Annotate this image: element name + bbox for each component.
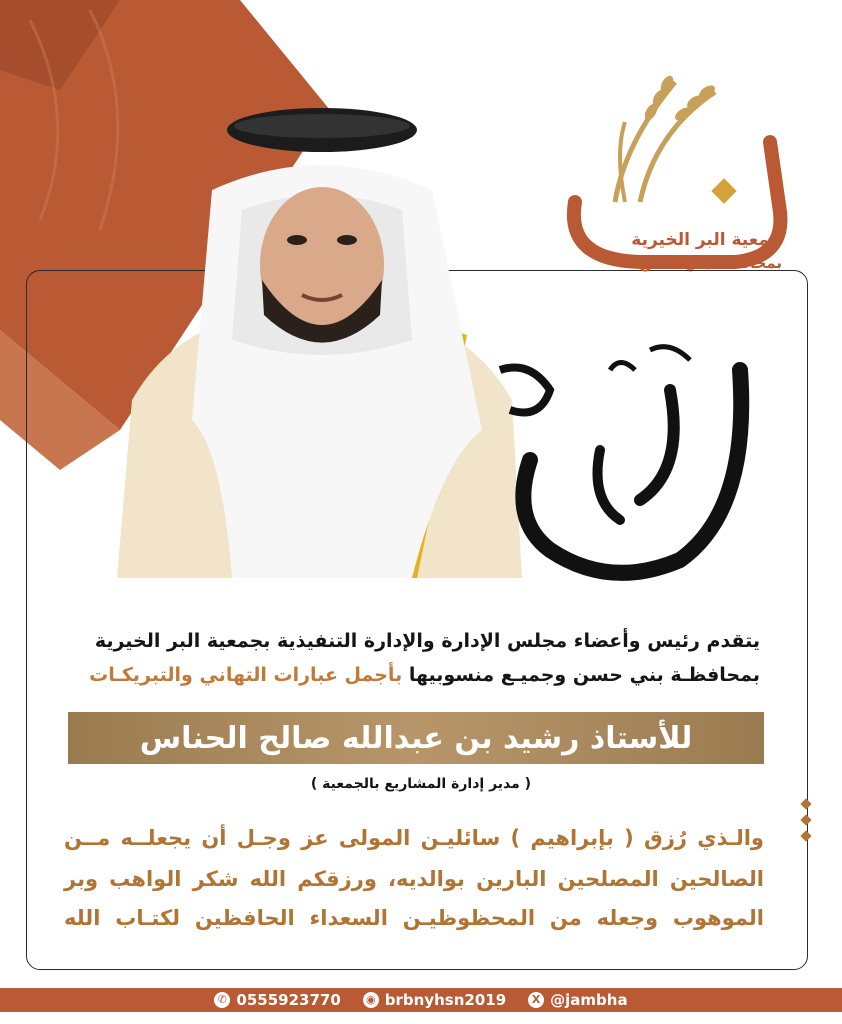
footer-snapchat[interactable]	[363, 991, 506, 1009]
intro-line-2-highlight: بأجمل عبارات التهاني والتبريكـات	[89, 664, 403, 686]
diamond-ornament	[795, 798, 817, 844]
logo-subtitle: بمحافظة بني حسن	[639, 254, 782, 272]
footer-phone[interactable]	[214, 991, 340, 1009]
phone-icon: ✆	[214, 992, 230, 1008]
snapchat-handle: brbnyhsn2019	[384, 991, 507, 1009]
portrait-image	[112, 100, 532, 578]
message-line-1: والـذي رُزق ( بإبراهيم ) سائليـن المولى عز وجـل أن يجعلــه مــن	[64, 826, 764, 850]
x-handle: @jambha	[550, 991, 628, 1009]
intro-line-2-text: بمحافظـة بني حسن وجميـع منسوبيها	[408, 664, 760, 686]
intro-line-1: يتقدم رئيس وأعضاء مجلس الإدارة والإدارة التنفيذية بجمعية البر الخيرية	[94, 630, 760, 652]
snapchat-icon: ◉	[363, 992, 379, 1008]
intro-line-2	[40, 664, 760, 686]
footer-x[interactable]	[528, 991, 627, 1009]
honoree-role: ( مدير إدارة المشاريع بالجمعية )	[310, 776, 532, 792]
name-banner	[68, 712, 764, 764]
message-line-2: الصالحين المصلحين البارين بوالديه، ورزقكم الله شكر الواهب وبر	[64, 867, 764, 891]
phone-number: 0555923770	[236, 991, 341, 1009]
x-icon: X	[528, 992, 544, 1008]
honoree-name: للأستاذ رشيد بن عبدالله صالح الحناس	[139, 720, 693, 756]
footer-bar	[0, 988, 842, 1012]
logo-title: جمعية البر الخيرية	[631, 230, 782, 250]
congratulations-calligraphy	[470, 330, 770, 590]
message-line-3: الموهوب وجعله من المحظوظيـن السعداء الحافظين لكتـاب الله	[64, 906, 764, 930]
